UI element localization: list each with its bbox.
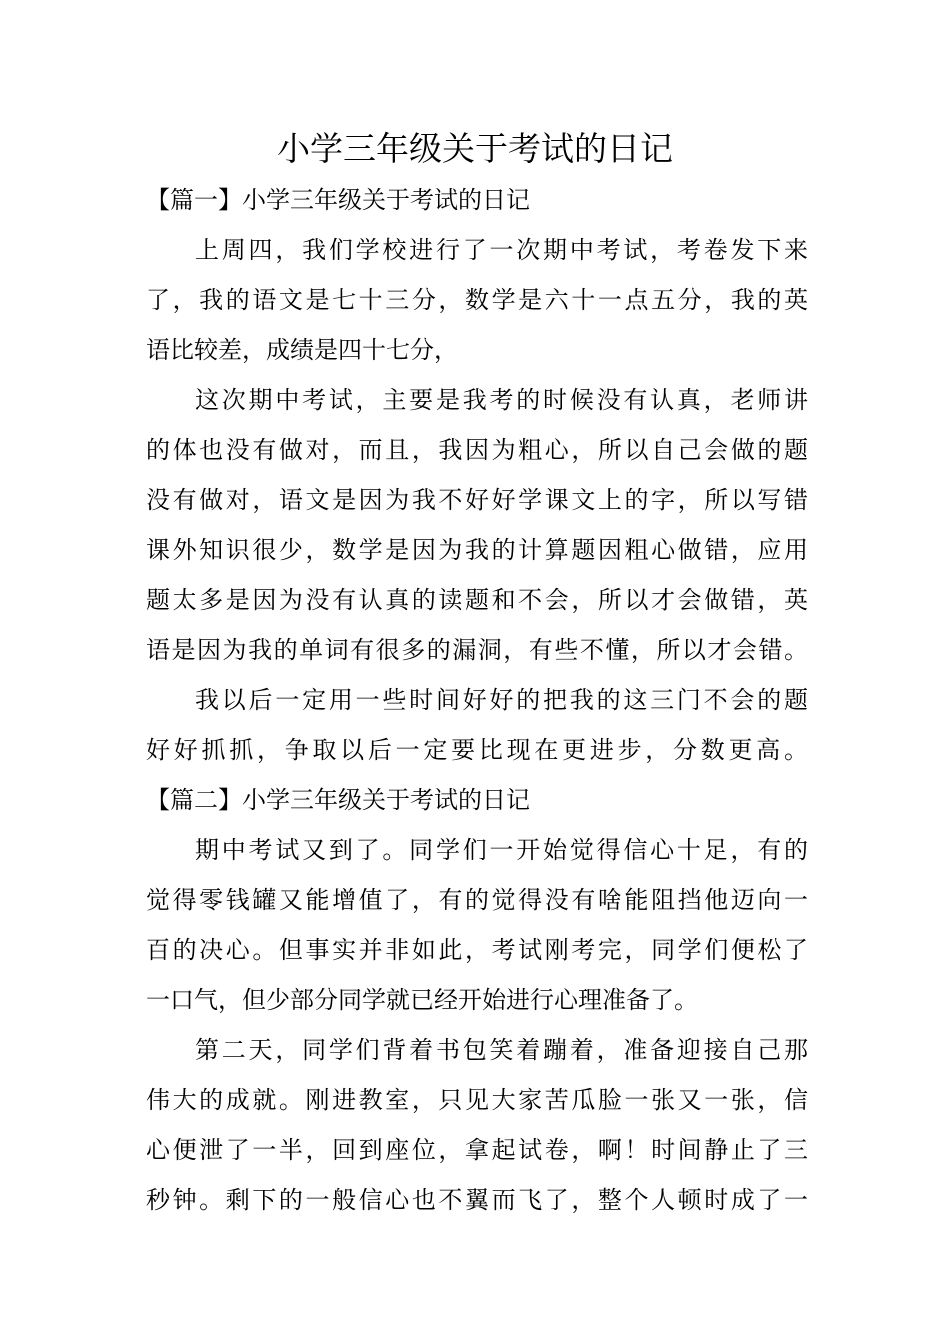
text-line: 百的决心。但事实并非如此，考试刚考完，同学们便松了 [146,936,808,964]
text-line: 了，我的语文是七十三分，数学是六十一点五分，我的英 [146,286,808,314]
paragraph-1-1 [146,225,808,375]
section-heading-2: 【篇二】小学三年级关于考试的日记 [146,786,530,814]
text-line: 语比较差，成绩是四十七分， [146,336,458,364]
text-line: 语是因为我的单词有很多的漏洞，有些不懂，所以才会错。 [146,636,808,664]
text-line: 一口气，但少部分同学就已经开始进行心理准备了。 [146,986,698,1014]
section-heading-1: 【篇一】小学三年级关于考试的日记 [146,186,530,214]
paragraph-2-2 [146,1025,808,1225]
paragraph-2-1 [146,825,808,1025]
text-line: 第二天，同学们背着书包笑着蹦着，准备迎接自己那 [195,1036,808,1064]
document-title: 小学三年级关于考试的日记 [277,129,673,168]
text-line: 没有做对，语文是因为我不好好学课文上的字，所以写错 [146,486,808,514]
text-line: 心便泄了一半，回到座位，拿起试卷，啊！时间静止了三 [146,1136,808,1164]
text-line: 秒钟。剩下的一般信心也不翼而飞了，整个人顿时成了一 [146,1186,808,1214]
text-line: 上周四，我们学校进行了一次期中考试，考卷发下来 [195,236,808,264]
text-line: 题太多是因为没有认真的读题和不会，所以才会做错，英 [146,586,808,614]
text-line: 课外知识很少，数学是因为我的计算题因粗心做错，应用 [146,536,808,564]
text-line: 期中考试又到了。同学们一开始觉得信心十足，有的 [195,836,808,864]
text-line: 好好抓抓，争取以后一定要比现在更进步，分数更高。 [146,736,808,764]
text-line: 这次期中考试，主要是我考的时候没有认真，老师讲 [195,386,808,414]
paragraph-1-3 [146,675,808,775]
paragraph-1-2 [146,375,808,675]
text-line: 伟大的成就。刚进教室，只见大家苦瓜脸一张又一张，信 [146,1086,808,1114]
text-line: 我以后一定用一些时间好好的把我的这三门不会的题 [195,686,808,714]
text-line: 的体也没有做对，而且，我因为粗心，所以自己会做的题 [146,436,808,464]
document-body [146,175,808,1225]
text-line: 觉得零钱罐又能增值了，有的觉得没有啥能阻挡他迈向一 [146,886,808,914]
